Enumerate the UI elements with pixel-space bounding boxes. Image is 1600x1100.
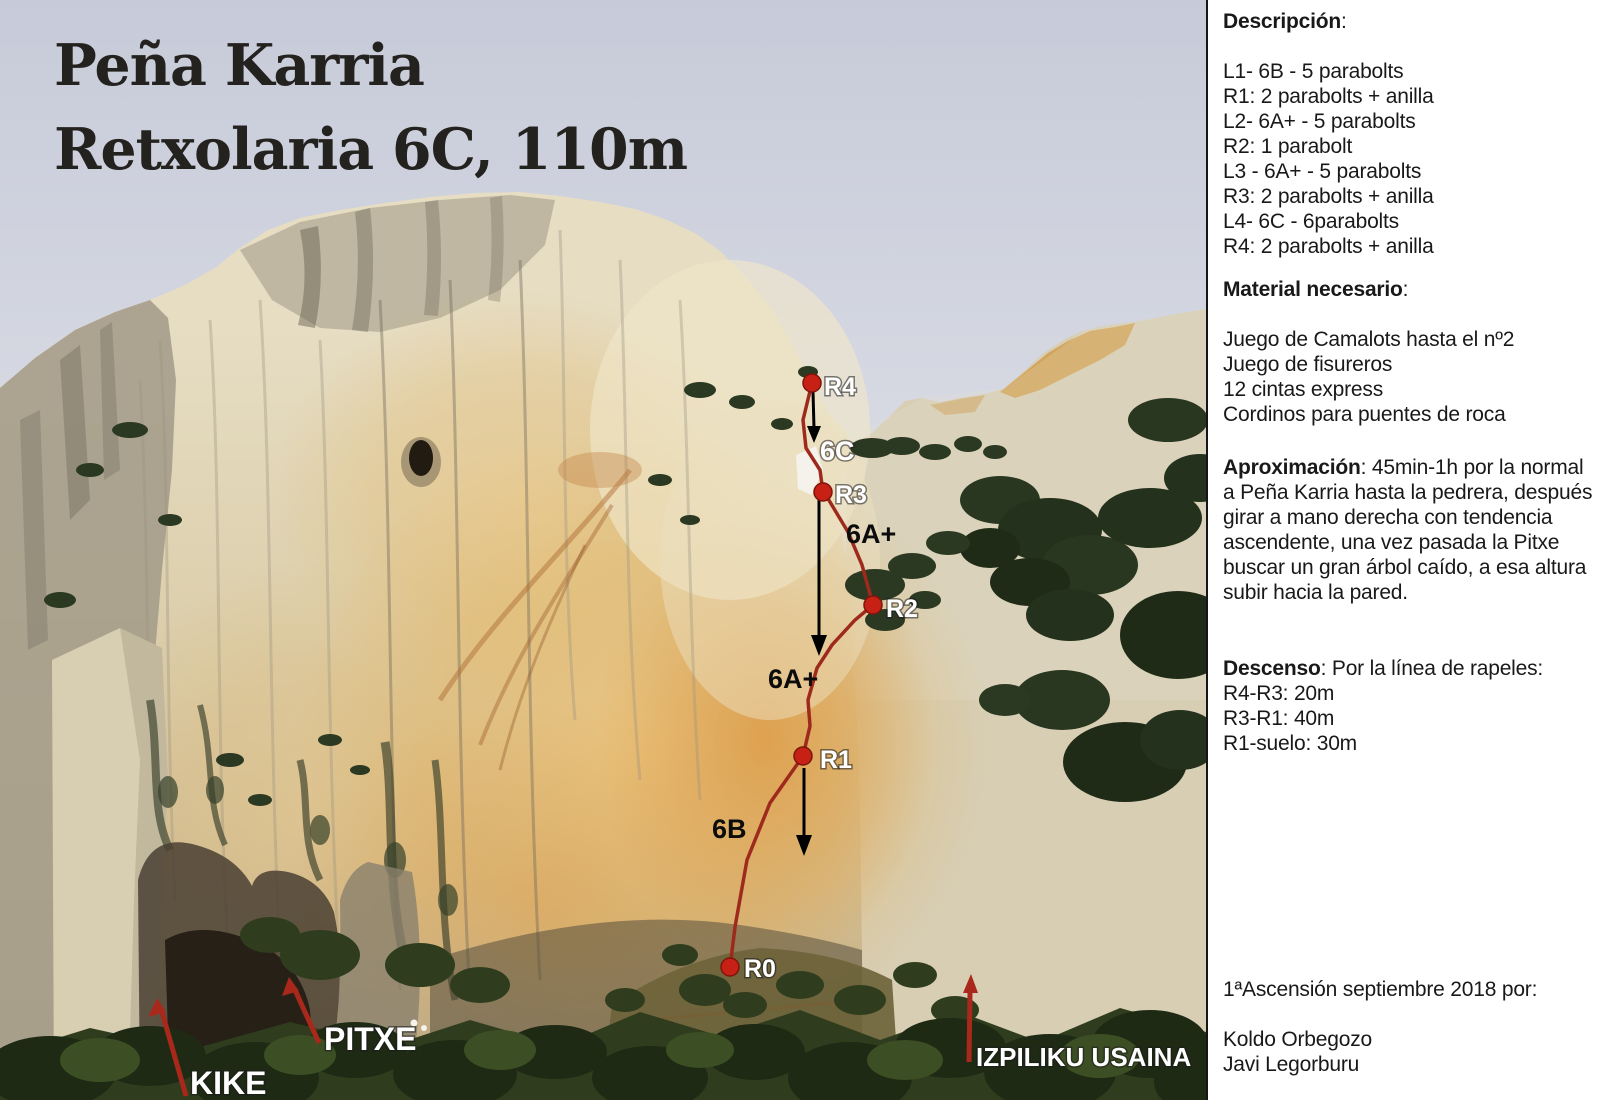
first-ascent-name: Javi Legorburu [1223,1053,1360,1076]
approach-section [1223,455,1595,605]
material-heading: Material necesario: [1223,278,1409,301]
page-title-line1: Peña Karria [54,32,424,99]
pitch-info-line: L3 - 6A+ - 5 parabolts [1223,160,1422,183]
rappel-line: R3-R1: 40m [1223,707,1335,730]
pitch-info-line: L4- 6C - 6parabolts [1223,210,1399,233]
approach-heading: Aproximación [1223,456,1361,479]
pitch-info-line: R1: 2 parabolts + anilla [1223,85,1434,108]
grade-label-pitch4: 6C [820,436,855,466]
grade-label-pitch2: 6A+ [768,664,819,694]
descent-section [1223,656,1595,756]
first-ascent-name: Koldo Orbegozo [1223,1028,1372,1051]
grade-label-pitch1: 6B [712,814,747,844]
route-label-izpiliku: IZPILIKU USAINA [976,1042,1192,1072]
material-line: Cordinos para puentes de roca [1223,403,1506,426]
anchor-dot-r4 [803,374,821,392]
anchor-dot-r3 [814,483,832,501]
page-title-line2: Retxolaria 6C, 110m [54,116,688,183]
pitch-info-line: R2: 1 parabolt [1223,135,1353,158]
pitch-info-line: R4: 2 parabolts + anilla [1223,235,1434,258]
info-sidebar [1206,0,1600,1100]
pitch-info-line: L2- 6A+ - 5 parabolts [1223,110,1416,133]
descent-heading: Descenso: Por la línea de rapeles: [1223,657,1544,680]
pitch-info-line: R3: 2 parabolts + anilla [1223,185,1434,208]
first-ascent-section [1223,977,1595,1077]
anchor-dot-r0 [721,958,739,976]
first-ascent-heading: 1ªAscensión septiembre 2018 por: [1223,978,1538,1001]
approach-text: : 45min-1h por la normal a Peña Karria hasta la pedrera, después girar a mano derecha con tendencia ascendente, una vez pasada la Pitxe buscar un gran árbol caído, a esa altura subir hacia la pared. [1223,456,1593,604]
material-line: Juego de fisureros [1223,353,1393,376]
anchor-label-r4: R4 [824,373,856,401]
route-label-pitxe: PITXE [324,1021,417,1057]
material-line: Juego de Camalots hasta el nº2 [1223,328,1515,351]
description-heading: Descripción: [1223,10,1347,33]
route-label-kike: KIKE [190,1065,267,1100]
anchor-dot-r2 [864,596,882,614]
material-line: 12 cintas express [1223,378,1384,401]
rappel-line: R4-R3: 20m [1223,682,1335,705]
description-section [1223,9,1595,259]
rappel-line: R1-suelo: 30m [1223,732,1357,755]
anchor-dot-r1 [794,747,812,765]
anchor-label-r1: R1 [820,746,852,774]
anchor-label-r2: R2 [886,595,918,623]
anchor-label-r0: R0 [744,955,776,983]
pitch-info-line: L1- 6B - 5 parabolts [1223,60,1404,83]
material-section [1223,277,1595,427]
grade-label-pitch3: 6A+ [846,519,897,549]
anchor-label-r3: R3 [835,481,867,509]
